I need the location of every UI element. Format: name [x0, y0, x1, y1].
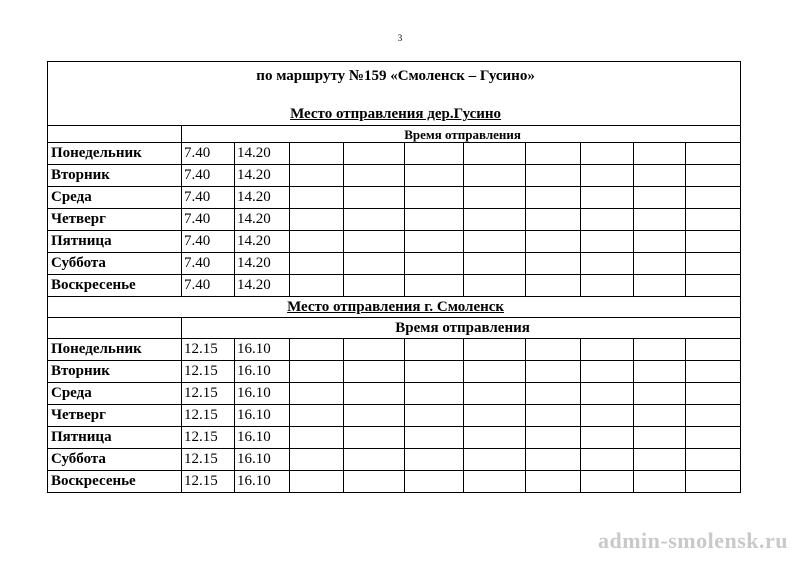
schedule-row	[48, 339, 741, 361]
empty-cell	[290, 471, 344, 493]
day-cell: Вторник	[48, 361, 182, 383]
empty-cell	[686, 427, 741, 449]
empty-cell	[344, 339, 405, 361]
day-cell: Среда	[48, 383, 182, 405]
day-cell: Воскресенье	[48, 471, 182, 493]
empty-cell	[344, 209, 405, 231]
page-number: 3	[397, 33, 403, 43]
section1-time-header: Время отправления	[182, 126, 741, 143]
day-cell: Пятница	[48, 231, 182, 253]
departure-time-cell: 7.40	[182, 165, 235, 187]
empty-cell	[526, 383, 581, 405]
empty-cell	[686, 405, 741, 427]
empty-cell	[405, 383, 464, 405]
schedule-row	[48, 275, 741, 297]
day-cell: Четверг	[48, 209, 182, 231]
empty-cell	[464, 427, 526, 449]
empty-cell	[405, 405, 464, 427]
departure-time-cell: 16.10	[235, 427, 290, 449]
empty-cell	[526, 209, 581, 231]
empty-cell	[526, 449, 581, 471]
empty-cell	[464, 231, 526, 253]
empty-cell	[464, 275, 526, 297]
empty-cell	[686, 187, 741, 209]
day-cell: Понедельник	[48, 339, 182, 361]
departure-time-cell: 12.15	[182, 449, 235, 471]
empty-cell	[290, 449, 344, 471]
day-cell: Воскресенье	[48, 275, 182, 297]
departure-time-cell: 16.10	[235, 339, 290, 361]
empty-cell	[634, 449, 686, 471]
empty-cell	[581, 187, 634, 209]
empty-cell	[464, 165, 526, 187]
section2-time-header-row	[48, 318, 741, 339]
departure-time-cell: 7.40	[182, 143, 235, 165]
empty-cell	[686, 209, 741, 231]
empty-cell	[526, 339, 581, 361]
empty-cell	[464, 339, 526, 361]
empty-cell	[405, 231, 464, 253]
empty-cell	[581, 361, 634, 383]
schedule-row	[48, 209, 741, 231]
empty-cell	[405, 143, 464, 165]
section2-heading: Место отправления г. Смоленск	[48, 297, 741, 318]
empty-cell	[344, 361, 405, 383]
route-title: по маршруту №159 «Смоленск – Гусино»	[256, 68, 535, 84]
empty-cell	[464, 209, 526, 231]
schedule-table	[47, 61, 741, 493]
departure-time-cell: 16.10	[235, 361, 290, 383]
empty-cell	[290, 253, 344, 275]
empty-cell	[405, 165, 464, 187]
day-cell: Среда	[48, 187, 182, 209]
empty-cell	[405, 427, 464, 449]
empty-cell	[526, 187, 581, 209]
empty-cell	[581, 209, 634, 231]
section1-rows	[48, 143, 741, 297]
empty-cell	[686, 275, 741, 297]
schedule-row	[48, 383, 741, 405]
empty-cell	[405, 449, 464, 471]
schedule-row	[48, 361, 741, 383]
departure-time-cell: 12.15	[182, 427, 235, 449]
departure-time-cell: 16.10	[235, 449, 290, 471]
day-cell: Вторник	[48, 165, 182, 187]
empty-cell	[290, 383, 344, 405]
departure-time-cell: 7.40	[182, 187, 235, 209]
departure-time-cell: 7.40	[182, 209, 235, 231]
empty-cell	[290, 143, 344, 165]
empty-cell	[686, 361, 741, 383]
empty-cell	[290, 187, 344, 209]
departure-time-cell: 12.15	[182, 471, 235, 493]
section1-time-header-row	[48, 126, 741, 143]
empty-cell	[526, 361, 581, 383]
empty-cell	[634, 383, 686, 405]
empty-cell	[48, 126, 182, 143]
empty-cell	[526, 471, 581, 493]
empty-cell	[686, 383, 741, 405]
departure-time-cell: 7.40	[182, 253, 235, 275]
departure-time-cell: 16.10	[235, 405, 290, 427]
empty-cell	[634, 427, 686, 449]
empty-cell	[634, 231, 686, 253]
departure-time-cell: 7.40	[182, 275, 235, 297]
section2-rows	[48, 339, 741, 493]
empty-cell	[581, 143, 634, 165]
schedule-row	[48, 405, 741, 427]
empty-cell	[464, 449, 526, 471]
schedule-row	[48, 253, 741, 275]
empty-cell	[526, 143, 581, 165]
empty-cell	[634, 187, 686, 209]
empty-cell	[344, 143, 405, 165]
empty-cell	[581, 231, 634, 253]
schedule-row	[48, 427, 741, 449]
schedule-row	[48, 231, 741, 253]
empty-cell	[634, 165, 686, 187]
empty-cell	[686, 165, 741, 187]
empty-cell	[464, 187, 526, 209]
empty-cell	[290, 339, 344, 361]
empty-cell	[405, 471, 464, 493]
empty-cell	[634, 275, 686, 297]
title-row	[48, 62, 741, 126]
day-cell: Четверг	[48, 405, 182, 427]
empty-cell	[344, 383, 405, 405]
departure-time-cell: 12.15	[182, 383, 235, 405]
departure-time-cell: 16.10	[235, 383, 290, 405]
empty-cell	[48, 318, 182, 339]
empty-cell	[405, 253, 464, 275]
section2-heading-row	[48, 297, 741, 318]
schedule-row	[48, 143, 741, 165]
empty-cell	[344, 427, 405, 449]
schedule-row	[48, 187, 741, 209]
empty-cell	[526, 427, 581, 449]
empty-cell	[634, 209, 686, 231]
empty-cell	[464, 405, 526, 427]
empty-cell	[344, 253, 405, 275]
empty-cell	[686, 449, 741, 471]
departure-time-cell: 14.20	[235, 253, 290, 275]
departure-time-cell: 12.15	[182, 405, 235, 427]
empty-cell	[464, 143, 526, 165]
empty-cell	[581, 275, 634, 297]
empty-cell	[344, 449, 405, 471]
empty-cell	[526, 405, 581, 427]
empty-cell	[405, 209, 464, 231]
day-cell: Понедельник	[48, 143, 182, 165]
departure-time-cell: 14.20	[235, 165, 290, 187]
empty-cell	[464, 471, 526, 493]
empty-cell	[581, 471, 634, 493]
empty-cell	[634, 339, 686, 361]
departure-time-cell: 14.20	[235, 275, 290, 297]
empty-cell	[344, 471, 405, 493]
departure-time-cell: 14.20	[235, 143, 290, 165]
empty-cell	[344, 165, 405, 187]
departure-time-cell: 7.40	[182, 231, 235, 253]
empty-cell	[686, 231, 741, 253]
empty-cell	[405, 187, 464, 209]
empty-cell	[464, 253, 526, 275]
day-cell: Суббота	[48, 449, 182, 471]
empty-cell	[634, 361, 686, 383]
empty-cell	[634, 143, 686, 165]
departure-time-cell: 14.20	[235, 187, 290, 209]
empty-cell	[581, 405, 634, 427]
day-cell: Суббота	[48, 253, 182, 275]
empty-cell	[634, 253, 686, 275]
empty-cell	[290, 427, 344, 449]
empty-cell	[581, 253, 634, 275]
empty-cell	[634, 471, 686, 493]
schedule-row	[48, 471, 741, 493]
empty-cell	[686, 339, 741, 361]
empty-cell	[526, 165, 581, 187]
empty-cell	[526, 275, 581, 297]
title-cell	[48, 62, 741, 126]
departure-time-cell: 12.15	[182, 361, 235, 383]
empty-cell	[290, 209, 344, 231]
empty-cell	[405, 339, 464, 361]
empty-cell	[526, 253, 581, 275]
departure-time-cell: 14.20	[235, 231, 290, 253]
empty-cell	[344, 231, 405, 253]
empty-cell	[634, 405, 686, 427]
empty-cell	[581, 383, 634, 405]
departure-time-cell: 16.10	[235, 471, 290, 493]
empty-cell	[290, 231, 344, 253]
day-cell: Пятница	[48, 427, 182, 449]
schedule-row	[48, 165, 741, 187]
empty-cell	[581, 449, 634, 471]
empty-cell	[526, 231, 581, 253]
departure-time-cell: 12.15	[182, 339, 235, 361]
empty-cell	[290, 165, 344, 187]
empty-cell	[290, 275, 344, 297]
empty-cell	[344, 405, 405, 427]
empty-cell	[686, 253, 741, 275]
empty-cell	[581, 339, 634, 361]
section2-time-header: Время отправления	[182, 318, 741, 339]
empty-cell	[686, 143, 741, 165]
empty-cell	[344, 187, 405, 209]
empty-cell	[686, 471, 741, 493]
empty-cell	[344, 275, 405, 297]
watermark: admin-smolensk.ru	[597, 528, 788, 553]
schedule-row	[48, 449, 741, 471]
empty-cell	[405, 275, 464, 297]
empty-cell	[290, 405, 344, 427]
empty-cell	[464, 361, 526, 383]
empty-cell	[405, 361, 464, 383]
empty-cell	[581, 427, 634, 449]
section1-heading: Место отправления дер.Гусино	[290, 106, 502, 122]
departure-time-cell: 14.20	[235, 209, 290, 231]
empty-cell	[581, 165, 634, 187]
empty-cell	[290, 361, 344, 383]
empty-cell	[464, 383, 526, 405]
